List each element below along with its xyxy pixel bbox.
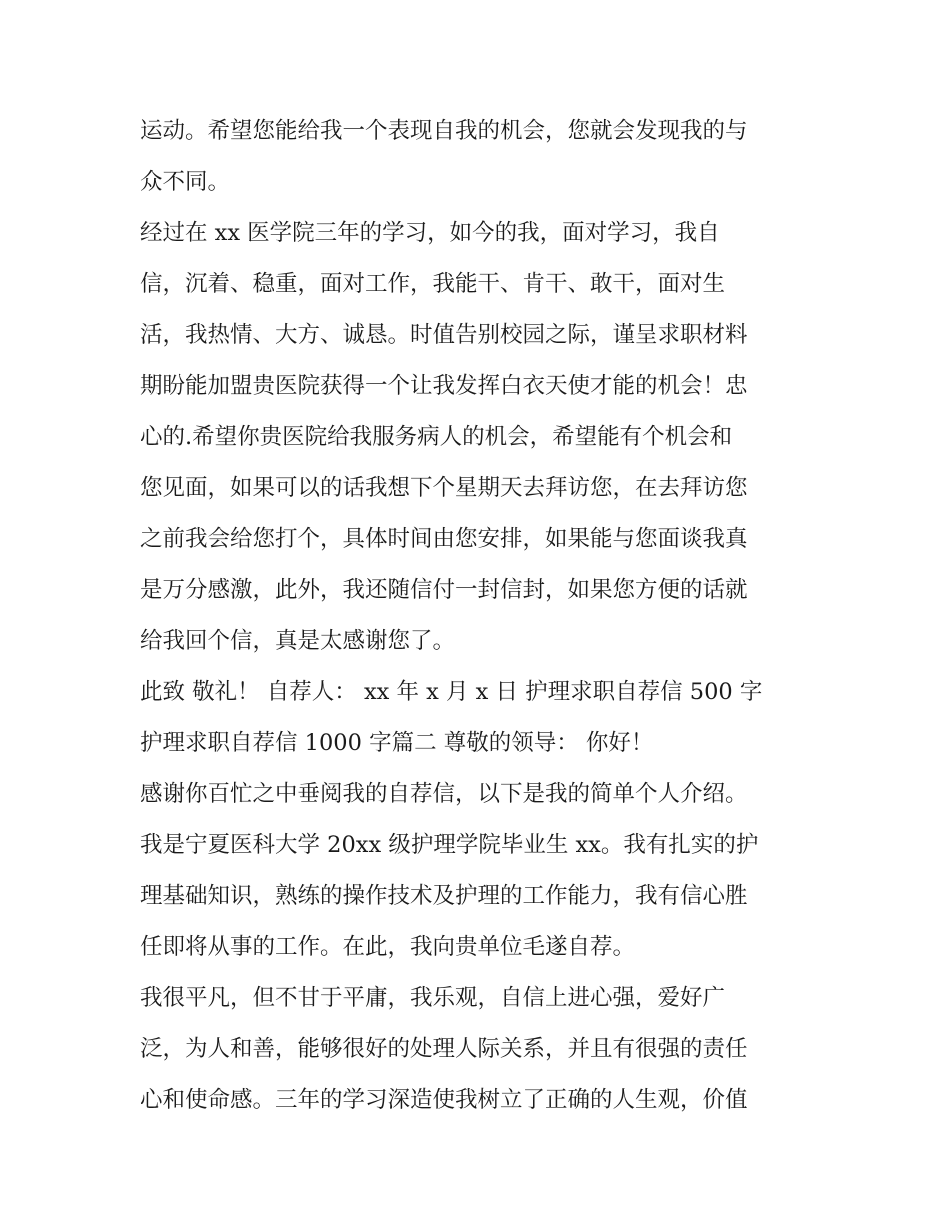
text-line: 感谢你百忙之中垂阅我的自荐信，以下是我的简单个人介绍。 [140, 781, 748, 807]
text-line: 是万分感激，此外，我还随信付一封信封，如果您方便的话就 [140, 577, 748, 603]
text-line: 活，我热情、大方、诚恳。时值告别校园之际，谨呈求职材料 [140, 322, 748, 348]
text-line: 给我回个信，真是太感谢您了。 [140, 628, 456, 654]
text-line: 运动。希望您能给我一个表现自我的机会，您就会发现我的与 [140, 118, 748, 144]
text-line: 信，沉着、稳重，面对工作，我能干、肯干、敢干，面对生 [140, 271, 726, 297]
text-line: 我很平凡，但不甘于平庸，我乐观，自信上进心强，爱好广 [140, 985, 726, 1011]
text-line: 之前我会给您打个，具体时间由您安排，如果能与您面谈我真 [140, 526, 748, 552]
text-line: 泛，为人和善，能够很好的处理人际关系，并且有很强的责任 [140, 1036, 748, 1062]
text-line: 任即将从事的工作。在此，我向贵单位毛遂自荐。 [140, 934, 636, 960]
text-line: 期盼能加盟贵医院获得一个让我发挥白衣天使才能的机会！忠 [140, 373, 748, 399]
letter-body [140, 106, 820, 1126]
text-line: 您见面，如果可以的话我想下个星期天去拜访您，在去拜访您 [140, 475, 748, 501]
text-line: 经过在 xx 医学院三年的学习，如今的我，面对学习，我自 [140, 220, 720, 246]
text-line: 心的.希望你贵医院给我服务病人的机会，希望能有个机会和 [140, 424, 733, 450]
text-line: 心和使命感。三年的学习深造使我树立了正确的人生观，价值 [140, 1087, 748, 1113]
text-line: 众不同。 [140, 169, 231, 195]
text-line: 我是宁夏医科大学 20xx 级护理学院毕业生 xx。我有扎实的护 [140, 832, 759, 858]
text-line: 理基础知识，熟练的操作技术及护理的工作能力，我有信心胜 [140, 883, 748, 909]
text-line: 此致 敬礼！ 自荐人： xx 年 x 月 x 日 护理求职自荐信 500 字 [140, 679, 763, 705]
text-line: 护理求职自荐信 1000 字篇二 尊敬的领导： 你好！ [140, 730, 654, 756]
